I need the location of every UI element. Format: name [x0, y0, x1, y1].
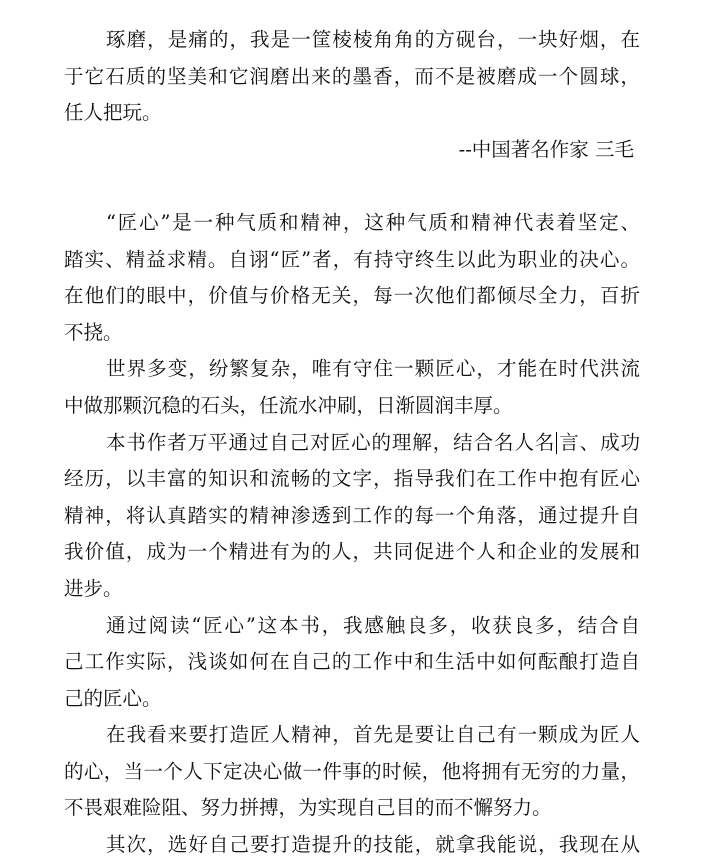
text-line: 的心，当一个人下定决心做一件事的时候，他将拥有无穷的力量，: [64, 759, 640, 783]
text-line: [64, 425, 640, 462]
text-line: 不挠。: [64, 320, 123, 344]
text-line: 踏实、精益求精。自诩“匠”者，有持守终生以此为职业的决心。: [64, 247, 640, 271]
text-line: 任人把玩。: [64, 101, 162, 125]
text-line: 经历，以丰富的知识和流畅的文字，指导我们在工作中抱有匠心: [64, 467, 640, 491]
text-line: 己的匠心。: [64, 686, 162, 710]
paragraph: [64, 205, 640, 351]
text-line: 于它石质的坚美和它润磨出来的墨香，而不是被磨成一个圆球，: [64, 64, 640, 88]
paragraph: [64, 351, 640, 424]
paragraph: [64, 425, 640, 608]
epigraph-attribution: --中国著名作家 三毛: [458, 137, 634, 161]
blank-line: [64, 168, 640, 205]
paragraph: [64, 827, 640, 864]
text-before-caret: 本书作者万平通过自己对匠心的理解，结合名人名: [106, 430, 556, 454]
text-line: 琢磨，是痛的，我是一筐棱棱角角的方砚台，一块好烟，在: [106, 28, 640, 51]
text-line: 我价值，成为一个精进有为的人，共同促进个人和企业的发展和: [64, 540, 640, 564]
paragraph: [64, 608, 640, 718]
text-line: 在我看来要打造匠人精神，首先是要让自己有一颗成为匠人: [106, 723, 640, 747]
epigraph: [64, 22, 640, 168]
paragraph: [64, 717, 640, 827]
text-line: 世界多变，纷繁复杂，唯有守住一颗匠心，才能在时代洪流: [106, 357, 640, 381]
text-after-caret: 言、成功: [558, 430, 640, 454]
text-line: 通过阅读“匠心”这本书，我感触良多，收获良多，结合自: [106, 613, 640, 637]
text-line: “匠心”是一种气质和精神，这种气质和精神代表着坚定、: [106, 210, 640, 234]
text-line: 进步。: [64, 576, 123, 600]
text-line: 不畏艰难险阻、努力拼搏，为实现自己目的而不懈努力。: [64, 796, 552, 820]
text-line: 在他们的眼中，价值与价格无关，每一次他们都倾尽全力，百折: [64, 284, 640, 308]
text-line: 中做那颗沉稳的石头，任流水冲刷，日渐圆润丰厚。: [64, 393, 513, 417]
text-line: 精神，将认真踏实的精神渗透到工作的每一个角落，通过提升自: [64, 503, 640, 527]
text-line: 其次，选好自己要打造提升的技能，就拿我能说，我现在从: [106, 833, 640, 857]
text-line: 己工作实际，浅谈如何在自己的工作中和生活中如何酝酿打造自: [64, 650, 640, 674]
